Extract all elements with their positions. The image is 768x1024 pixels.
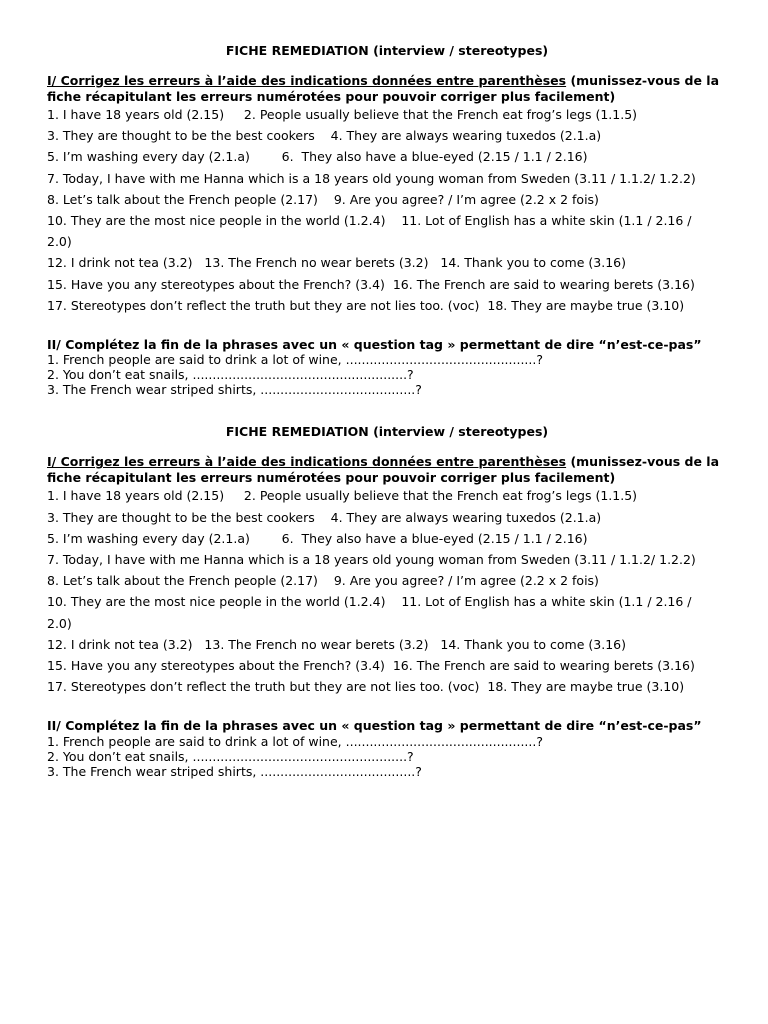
- part2-instruction: II/ Complétez la fin de la phrases avec un « question tag » permettant de dire “n’est-ce-pas”: [47, 718, 702, 734]
- sheet-title: FICHE REMEDIATION (interview / stereotypes): [225, 43, 549, 58]
- part2-exercise-list: [47, 734, 727, 779]
- document-page: [47, 42, 727, 779]
- part2-exercise-list: [47, 352, 727, 397]
- question-tag-line: 1. French people are said to drink a lot of wine, ................................................?: [47, 352, 543, 368]
- exercise-line: 2.0): [47, 615, 72, 631]
- question-tag-line: 2. You don’t eat snails, ......................................................?: [47, 367, 414, 383]
- part1-instruction: [47, 73, 727, 104]
- exercise-line: 7. Today, I have with me Hanna which is a 18 years old young woman from Sweden (3.11 / 1.1.2/ 1.2.2): [47, 551, 696, 567]
- section-gap: [47, 316, 727, 337]
- exercise-line: 7. Today, I have with me Hanna which is a 18 years old young woman from Sweden (3.11 / 1.1.2/ 1.2.2): [47, 170, 696, 186]
- remediation-sheet: [47, 423, 727, 778]
- exercise-line: 1. I have 18 years old (2.15) 2. People usually believe that the French eat frog’s legs (1.1.5): [47, 488, 638, 504]
- exercise-line: 15. Have you any stereotypes about the French? (3.4) 16. The French are said to wearing berets (3.16): [47, 276, 695, 292]
- question-tag-line: 3. The French wear striped shirts, .......................................?: [47, 763, 422, 779]
- exercise-line: 15. Have you any stereotypes about the French? (3.4) 16. The French are said to wearing berets (3.16): [47, 657, 695, 673]
- part1-exercise-list: [47, 485, 727, 697]
- part1-exercise-list: [47, 104, 727, 316]
- question-tag-line: 1. French people are said to drink a lot of wine, ................................................?: [47, 733, 543, 749]
- exercise-line: 1. I have 18 years old (2.15) 2. People usually believe that the French eat frog’s legs (1.1.5): [47, 107, 638, 122]
- question-tag-line: 2. You don’t eat snails, ......................................................?: [47, 748, 414, 764]
- exercise-line: 3. They are thought to be the best cookers 4. They are always wearing tuxedos (2.1.a): [47, 128, 602, 144]
- part1-instruction-underlined: I/ Corrigez les erreurs à l’aide des indications données entre parenthèses: [47, 73, 567, 88]
- part1-instruction-underlined: I/ Corrigez les erreurs à l’aide des indications données entre parenthèses: [47, 454, 567, 470]
- exercise-line: 8. Let’s talk about the French people (2.17) 9. Are you agree? / I’m agree (2.2 x 2 fois): [47, 191, 599, 207]
- exercise-line: 12. I drink not tea (3.2) 13. The French no wear berets (3.2) 14. Thank you to come (3.16): [47, 636, 626, 652]
- remediation-sheet: [47, 42, 727, 397]
- section-gap: [47, 697, 727, 718]
- part1-instruction-rest: (munissez-vous de la fiche récapitulant les erreurs numérotées pour pouvoir corriger plus facilement): [47, 73, 720, 104]
- part2-instruction: II/ Complétez la fin de la phrases avec un « question tag » permettant de dire “n’est-ce-pas”: [47, 336, 702, 352]
- exercise-line: 10. They are the most nice people in the world (1.2.4) 11. Lot of English has a white skin (1.1 / 2.16 /: [47, 594, 692, 610]
- exercise-line: 12. I drink not tea (3.2) 13. The French no wear berets (3.2) 14. Thank you to come (3.16): [47, 255, 626, 271]
- exercise-line: 3. They are thought to be the best cookers 4. They are always wearing tuxedos (2.1.a): [47, 509, 602, 525]
- exercise-line: 2.0): [47, 234, 72, 250]
- exercise-line: 10. They are the most nice people in the world (1.2.4) 11. Lot of English has a white skin (1.1 / 2.16 /: [47, 212, 692, 228]
- exercise-line: 17. Stereotypes don’t reflect the truth but they are not lies too. (voc) 18. They are maybe true (3.10): [47, 297, 685, 313]
- exercise-line: 8. Let’s talk about the French people (2.17) 9. Are you agree? / I’m agree (2.2 x 2 fois): [47, 573, 599, 589]
- question-tag-line: 3. The French wear striped shirts, .......................................?: [47, 382, 422, 398]
- part1-instruction: [47, 454, 727, 485]
- exercise-line: 17. Stereotypes don’t reflect the truth but they are not lies too. (voc) 18. They are maybe true (3.10): [47, 679, 685, 695]
- exercise-line: 5. I’m washing every day (2.1.a) 6. They also have a blue-eyed (2.15 / 1.1 / 2.16): [47, 149, 588, 165]
- exercise-line: 5. I’m washing every day (2.1.a) 6. They also have a blue-eyed (2.15 / 1.1 / 2.16): [47, 530, 588, 546]
- sheet-title: FICHE REMEDIATION (interview / stereotypes): [225, 424, 549, 440]
- part1-instruction-rest: (munissez-vous de la fiche récapitulant les erreurs numérotées pour pouvoir corriger plus facilement): [47, 454, 720, 485]
